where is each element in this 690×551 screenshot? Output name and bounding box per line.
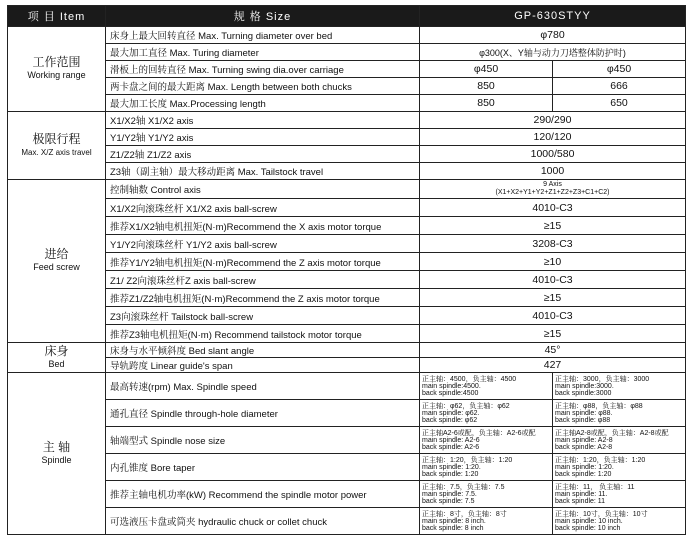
category-feed [8, 180, 106, 343]
table-row [8, 27, 686, 44]
table-row [8, 325, 686, 343]
spec-text: back spindle: 1:20 [555, 470, 612, 478]
spec-text: main spindle: 8 inch. [422, 517, 486, 525]
spec-table [7, 5, 686, 535]
spec-text: 推荐Z3轴电机扭矩(N·m) Recommend tailstock motor torque [106, 325, 420, 343]
table-row [8, 235, 686, 253]
spec-text: main spindle: 1:20. [555, 463, 614, 471]
spec-text: φ780 [420, 27, 686, 44]
spec-text: 1000/580 [420, 146, 686, 163]
spec-text: 4010-C3 [420, 199, 686, 217]
spec-text: 正主轴：1:20，负主轴：1:20 [555, 456, 646, 464]
spec-text: X1/X2轴 X1/X2 axis [106, 112, 420, 129]
spec-text: back spindle: A2-6 [422, 443, 480, 451]
spec-text: main spindle: 7.5. [422, 490, 477, 498]
table-row [8, 343, 686, 358]
spec-text: 推荐X1/X2轴电机扭矩(N·m)Recommend the X axis motor torque [106, 217, 420, 235]
spec-text: Working range [27, 70, 86, 80]
spec-text: Z1/Z2轴 Z1/Z2 axis [106, 146, 420, 163]
spec-text: 最高转速(rpm) Max. Spindle speed [106, 373, 420, 400]
spec-text: 床身 [44, 343, 69, 358]
spec-text: 正主轴：4500，负主轴：4500 [422, 375, 517, 383]
table-row [8, 146, 686, 163]
spec-text: 850 [420, 78, 553, 95]
spec-text: 正主轴：8寸，负主轴：8寸 [422, 510, 507, 518]
spec-text: main spindle: φ62. [422, 409, 480, 417]
spec-text: Feed screw [33, 262, 80, 272]
spec-text: 滑板上的回转直径 Max. Turning swing dia.over carriage [106, 61, 420, 78]
table-row [8, 481, 686, 508]
spec-text: main spindle: 1:20. [422, 463, 481, 471]
spec-text: main spindle: 10 inch. [555, 517, 623, 525]
spec-text: (X1+X2+Y1+Y2+Z1+Z2+Z3+C1+C2) [495, 189, 610, 196]
spec-text: 666 [553, 78, 686, 95]
spec-text: 9 Axis [543, 181, 562, 188]
spec-text: 推荐Z1/Z2轴电机扭矩(N·m)Recommend the Z axis motor torque [106, 289, 420, 307]
spec-text: 120/120 [420, 129, 686, 146]
spec-text: main spindle: φ88. [555, 409, 613, 417]
spec-text: φ300(X、Y轴与动力刀塔整体防护时) [420, 44, 686, 61]
spec-text: back spindle: 7.5 [422, 497, 475, 505]
spec-text: φ450 [420, 61, 553, 78]
table-row [8, 61, 686, 78]
spec-text: 290/290 [420, 112, 686, 129]
spec-text: ≥15 [420, 325, 686, 343]
spec-text: 轴端型式 Spindle nose size [106, 427, 420, 454]
spec-text: 控制轴数 Control axis [106, 180, 420, 199]
spec-text: back spindle: 10 inch [555, 524, 621, 532]
spec-text: main spindle:3000. [555, 382, 614, 390]
category-limit [8, 112, 106, 180]
spec-text: Spindle [41, 454, 72, 465]
spec-text: main spindle:4500. [422, 382, 481, 390]
table-row [8, 180, 686, 199]
spec-text: 正主轴：φ62，负主轴：φ62 [422, 402, 510, 410]
table-header [8, 6, 686, 27]
spec-text: 推荐主轴电机功率(kW) Recommend the spindle motor power [106, 481, 420, 508]
category-working [8, 27, 106, 112]
spec-text: 正主轴：φ88，负主轴：φ88 [555, 402, 643, 410]
table-row [8, 163, 686, 180]
spec-text: 可选液压卡盘或筒夹 hydraulic chuck or collet chuck [106, 508, 420, 535]
spec-text: main spindle: 11. [555, 490, 608, 498]
table-row [8, 95, 686, 112]
spec-text: 正主轴：10寸，负主轴：10寸 [555, 510, 648, 518]
table-row [8, 427, 686, 454]
spec-text: 内孔锥度 Bore taper [106, 454, 420, 481]
spec-text: 通孔直径 Spindle through-hole diameter [106, 400, 420, 427]
spec-text: 正主轴A2-8或配，负主轴：A2-8或配 [555, 429, 669, 437]
spec-text: back spindle: φ88 [555, 416, 611, 424]
table-row [8, 78, 686, 95]
spec-text: Max. X/Z axis travel [21, 147, 92, 157]
spec-text: 正主轴：1:20，负主轴：1:20 [422, 456, 513, 464]
spec-text: 最大加工长度 Max.Processing length [106, 95, 420, 112]
category-bed [8, 343, 106, 373]
table-row [8, 253, 686, 271]
spec-text: Y1/Y2轴 Y1/Y2 axis [106, 129, 420, 146]
spec-text: 进给 [44, 247, 69, 261]
category-spindle [8, 373, 106, 535]
spec-text: main spindle: A2-8 [555, 436, 613, 444]
table-row [8, 508, 686, 535]
spec-text: back spindle: 1:20 [422, 470, 479, 478]
spec-text: 床身上最大回转直径 Max. Turning diameter over bed [106, 27, 420, 44]
spec-text: 极限行程 [32, 131, 81, 146]
header-model: GP-630STYY [420, 6, 686, 27]
spec-text: X1/X2向滚珠丝杆 X1/X2 axis ball-screw [106, 199, 420, 217]
spec-text: 3208-C3 [420, 235, 686, 253]
header-item: 项 目 Item [8, 6, 106, 27]
table-row [8, 271, 686, 289]
spec-text: back spindle:4500 [422, 389, 479, 397]
spec-text: Z1/ Z2向滚珠丝杆Z axis ball-screw [106, 271, 420, 289]
spec-text: 正主轴：11， 负主轴：11 [555, 483, 635, 491]
table-row [8, 373, 686, 400]
spec-text: 床身与水平倾斜度 Bed slant angle [106, 343, 420, 358]
spec-text: 1000 [420, 163, 686, 180]
spec-text: Bed [48, 358, 65, 369]
spec-text: Z3向滚珠丝杆 Tailstock ball-screw [106, 307, 420, 325]
spec-text: 427 [420, 358, 686, 373]
spec-text: 主 轴 [42, 439, 71, 454]
spec-text: back spindle:3000 [555, 389, 612, 397]
table-row [8, 307, 686, 325]
spec-text: 两卡盘之间的最大距离 Max. Length between both chucks [106, 78, 420, 95]
table-row [8, 217, 686, 235]
spec-text: 工作范围 [32, 55, 81, 69]
spec-text: ≥10 [420, 253, 686, 271]
spec-text: 导轨跨度 Linear guide's span [106, 358, 420, 373]
spec-text: ≥15 [420, 217, 686, 235]
spec-text: 4010-C3 [420, 307, 686, 325]
table-row [8, 44, 686, 61]
spec-text: 正主轴A2-6或配，负主轴：A2-6或配 [422, 429, 536, 437]
spec-text: back spindle: 8 inch [422, 524, 484, 532]
spec-text: back spindle: φ62 [422, 416, 478, 424]
table-row [8, 129, 686, 146]
spec-text: 最大加工直径 Max. Turing diameter [106, 44, 420, 61]
table-row [8, 289, 686, 307]
spec-text: back spindle: 11 [555, 497, 606, 505]
table-row [8, 358, 686, 373]
spec-text: 4010-C3 [420, 271, 686, 289]
spec-text: 850 [420, 95, 553, 112]
spec-text: Y1/Y2向滚珠丝杆 Y1/Y2 axis ball-screw [106, 235, 420, 253]
spec-text: 正主轴：7.5，负主轴：7.5 [422, 483, 505, 491]
spec-text: φ450 [553, 61, 686, 78]
table-row [8, 454, 686, 481]
spec-text: 正主轴：3000，负主轴：3000 [555, 375, 650, 383]
spec-text: ≥15 [420, 289, 686, 307]
spec-text: back spindle: A2-8 [555, 443, 613, 451]
spec-text: 650 [553, 95, 686, 112]
spec-text: 45° [420, 343, 686, 358]
table-row [8, 400, 686, 427]
spec-text: Z3轴（副主轴）最大移动距离 Max. Tailstock travel [106, 163, 420, 180]
spec-text: 推荐Y1/Y2轴电机扭矩(N·m)Recommend the Z axis motor torque [106, 253, 420, 271]
header-spec: 规 格 Size [106, 6, 420, 27]
spec-text: main spindle: A2-6 [422, 436, 480, 444]
table-row [8, 112, 686, 129]
table-row [8, 199, 686, 217]
